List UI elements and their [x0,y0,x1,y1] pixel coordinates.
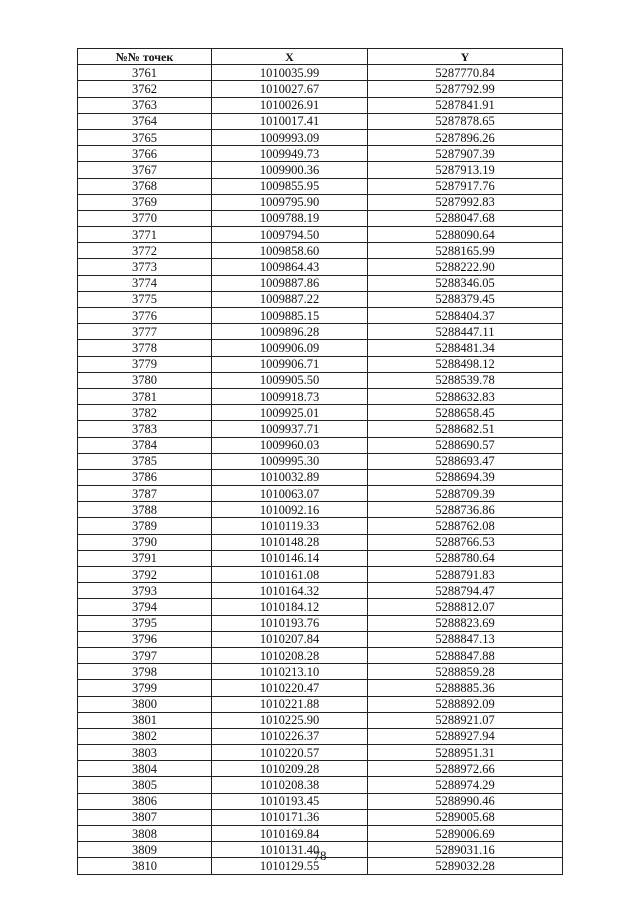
table-row [78,550,563,566]
cell-point-number: 3794 [78,599,212,615]
cell-point-number: 3809 [78,842,212,858]
cell-y: 5288847.88 [368,647,563,663]
cell-y: 5288632.83 [368,388,563,404]
cell-point-number: 3770 [78,210,212,226]
cell-y: 5287841.91 [368,97,563,113]
cell-y: 5288990.46 [368,793,563,809]
cell-x: 1009794.50 [212,227,368,243]
cell-point-number: 3793 [78,583,212,599]
cell-x: 1010193.45 [212,793,368,809]
cell-y: 5288222.90 [368,259,563,275]
table-row [78,453,563,469]
table-row [78,275,563,291]
cell-y: 5287917.76 [368,178,563,194]
cell-point-number: 3795 [78,615,212,631]
table-row [78,728,563,744]
cell-x: 1010169.84 [212,826,368,842]
table-row [78,65,563,81]
table-body [78,65,563,874]
cell-x: 1010131.40 [212,842,368,858]
table-row [78,178,563,194]
cell-y: 5288974.29 [368,777,563,793]
cell-x: 1009795.90 [212,194,368,210]
cell-x: 1010220.57 [212,745,368,761]
cell-y: 5287770.84 [368,65,563,81]
table-row [78,356,563,372]
cell-y: 5288047.68 [368,210,563,226]
cell-x: 1010225.90 [212,712,368,728]
table-row [78,97,563,113]
cell-x: 1009993.09 [212,129,368,145]
cell-point-number: 3799 [78,680,212,696]
table-row [78,194,563,210]
cell-x: 1010146.14 [212,550,368,566]
table-row [78,745,563,761]
cell-point-number: 3778 [78,340,212,356]
coordinates-table [77,48,563,875]
table-row [78,308,563,324]
table-row [78,712,563,728]
table-row [78,696,563,712]
cell-x: 1009855.95 [212,178,368,194]
cell-x: 1009925.01 [212,405,368,421]
cell-y: 5288090.64 [368,227,563,243]
cell-x: 1009788.19 [212,210,368,226]
cell-y: 5289031.16 [368,842,563,858]
table-row [78,486,563,502]
table-row [78,372,563,388]
cell-point-number: 3773 [78,259,212,275]
table-row [78,388,563,404]
cell-x: 1009995.30 [212,453,368,469]
cell-y: 5288927.94 [368,728,563,744]
header-y: Y [368,49,563,65]
table-row [78,162,563,178]
cell-x: 1010119.33 [212,518,368,534]
cell-x: 1009885.15 [212,308,368,324]
table-row [78,291,563,307]
cell-point-number: 3784 [78,437,212,453]
cell-x: 1010035.99 [212,65,368,81]
cell-y: 5288690.57 [368,437,563,453]
cell-x: 1010213.10 [212,664,368,680]
cell-y: 5289032.28 [368,858,563,874]
cell-y: 5287896.26 [368,129,563,145]
cell-y: 5288794.47 [368,583,563,599]
cell-x: 1010208.38 [212,777,368,793]
cell-point-number: 3766 [78,146,212,162]
table-row [78,259,563,275]
table-row [78,81,563,97]
table-row [78,227,563,243]
cell-x: 1010164.32 [212,583,368,599]
cell-point-number: 3787 [78,486,212,502]
cell-y: 5288404.37 [368,308,563,324]
cell-y: 5288693.47 [368,453,563,469]
table-row [78,405,563,421]
cell-x: 1010171.36 [212,809,368,825]
table-row [78,809,563,825]
cell-x: 1009887.22 [212,291,368,307]
table-row [78,113,563,129]
cell-point-number: 3789 [78,518,212,534]
cell-point-number: 3798 [78,664,212,680]
cell-point-number: 3779 [78,356,212,372]
cell-y: 5288766.53 [368,534,563,550]
cell-y: 5289006.69 [368,826,563,842]
cell-x: 1010092.16 [212,502,368,518]
cell-x: 1010226.37 [212,728,368,744]
cell-x: 1010220.47 [212,680,368,696]
table-row [78,502,563,518]
cell-x: 1010161.08 [212,567,368,583]
cell-x: 1010148.28 [212,534,368,550]
cell-point-number: 3802 [78,728,212,744]
cell-point-number: 3792 [78,567,212,583]
table-row [78,777,563,793]
cell-x: 1010027.67 [212,81,368,97]
cell-y: 5288481.34 [368,340,563,356]
cell-point-number: 3786 [78,469,212,485]
cell-x: 1010129.55 [212,858,368,874]
cell-y: 5288736.86 [368,502,563,518]
cell-x: 1009937.71 [212,421,368,437]
cell-y: 5288709.39 [368,486,563,502]
cell-x: 1009896.28 [212,324,368,340]
page-number: 78 [313,848,327,863]
table-row [78,210,563,226]
cell-y: 5288812.07 [368,599,563,615]
table-row [78,340,563,356]
cell-x: 1009918.73 [212,388,368,404]
table-row [78,826,563,842]
cell-point-number: 3763 [78,97,212,113]
cell-point-number: 3775 [78,291,212,307]
cell-y: 5288859.28 [368,664,563,680]
cell-point-number: 3764 [78,113,212,129]
cell-x: 1010209.28 [212,761,368,777]
table-row [78,631,563,647]
cell-x: 1010184.12 [212,599,368,615]
cell-y: 5288694.39 [368,469,563,485]
cell-y: 5288892.09 [368,696,563,712]
cell-x: 1009864.43 [212,259,368,275]
cell-y: 5287792.99 [368,81,563,97]
cell-x: 1009906.71 [212,356,368,372]
cell-y: 5288658.45 [368,405,563,421]
cell-y: 5288951.31 [368,745,563,761]
cell-y: 5288791.83 [368,567,563,583]
cell-point-number: 3765 [78,129,212,145]
table-row [78,421,563,437]
cell-x: 1009887.86 [212,275,368,291]
table-row [78,583,563,599]
cell-x: 1009949.73 [212,146,368,162]
header-point-number: №№ точек [78,49,212,65]
cell-x: 1010207.84 [212,631,368,647]
cell-x: 1010221.88 [212,696,368,712]
table-row [78,534,563,550]
cell-point-number: 3791 [78,550,212,566]
cell-y: 5287878.65 [368,113,563,129]
cell-y: 5287913.19 [368,162,563,178]
cell-point-number: 3772 [78,243,212,259]
cell-y: 5288447.11 [368,324,563,340]
cell-x: 1009858.60 [212,243,368,259]
cell-x: 1009960.03 [212,437,368,453]
cell-y: 5288762.08 [368,518,563,534]
cell-point-number: 3776 [78,308,212,324]
cell-point-number: 3769 [78,194,212,210]
cell-y: 5288682.51 [368,421,563,437]
cell-x: 1010026.91 [212,97,368,113]
cell-x: 1010017.41 [212,113,368,129]
cell-point-number: 3767 [78,162,212,178]
cell-point-number: 3807 [78,809,212,825]
cell-y: 5288346.05 [368,275,563,291]
cell-point-number: 3803 [78,745,212,761]
cell-point-number: 3801 [78,712,212,728]
cell-y: 5288165.99 [368,243,563,259]
cell-point-number: 3771 [78,227,212,243]
cell-point-number: 3768 [78,178,212,194]
cell-point-number: 3804 [78,761,212,777]
table-row [78,615,563,631]
table-row [78,129,563,145]
cell-y: 5288823.69 [368,615,563,631]
cell-x: 1009900.36 [212,162,368,178]
cell-y: 5288847.13 [368,631,563,647]
cell-point-number: 3800 [78,696,212,712]
cell-point-number: 3780 [78,372,212,388]
table-row [78,599,563,615]
cell-point-number: 3785 [78,453,212,469]
cell-y: 5288379.45 [368,291,563,307]
cell-x: 1010032.89 [212,469,368,485]
cell-y: 5289005.68 [368,809,563,825]
cell-point-number: 3783 [78,421,212,437]
cell-x: 1010063.07 [212,486,368,502]
table-header-row [78,49,563,65]
cell-y: 5287992.83 [368,194,563,210]
table-row [78,761,563,777]
table-row [78,518,563,534]
table-row [78,664,563,680]
cell-y: 5288780.64 [368,550,563,566]
cell-point-number: 3762 [78,81,212,97]
cell-y: 5288498.12 [368,356,563,372]
cell-point-number: 3797 [78,647,212,663]
table-row [78,469,563,485]
cell-point-number: 3806 [78,793,212,809]
header-x: X [212,49,368,65]
table-row [78,567,563,583]
cell-x: 1009906.09 [212,340,368,356]
cell-y: 5288885.36 [368,680,563,696]
cell-point-number: 3761 [78,65,212,81]
table-row [78,793,563,809]
cell-y: 5287907.39 [368,146,563,162]
table-row [78,146,563,162]
cell-point-number: 3788 [78,502,212,518]
cell-point-number: 3790 [78,534,212,550]
cell-y: 5288539.78 [368,372,563,388]
cell-point-number: 3777 [78,324,212,340]
table-row [78,324,563,340]
cell-x: 1010208.28 [212,647,368,663]
cell-point-number: 3808 [78,826,212,842]
cell-point-number: 3796 [78,631,212,647]
cell-point-number: 3781 [78,388,212,404]
table-row [78,680,563,696]
cell-point-number: 3810 [78,858,212,874]
table-row [78,243,563,259]
cell-x: 1010193.76 [212,615,368,631]
cell-point-number: 3774 [78,275,212,291]
table-row [78,437,563,453]
cell-point-number: 3805 [78,777,212,793]
table-row [78,647,563,663]
cell-y: 5288972.66 [368,761,563,777]
cell-x: 1009905.50 [212,372,368,388]
cell-point-number: 3782 [78,405,212,421]
cell-y: 5288921.07 [368,712,563,728]
